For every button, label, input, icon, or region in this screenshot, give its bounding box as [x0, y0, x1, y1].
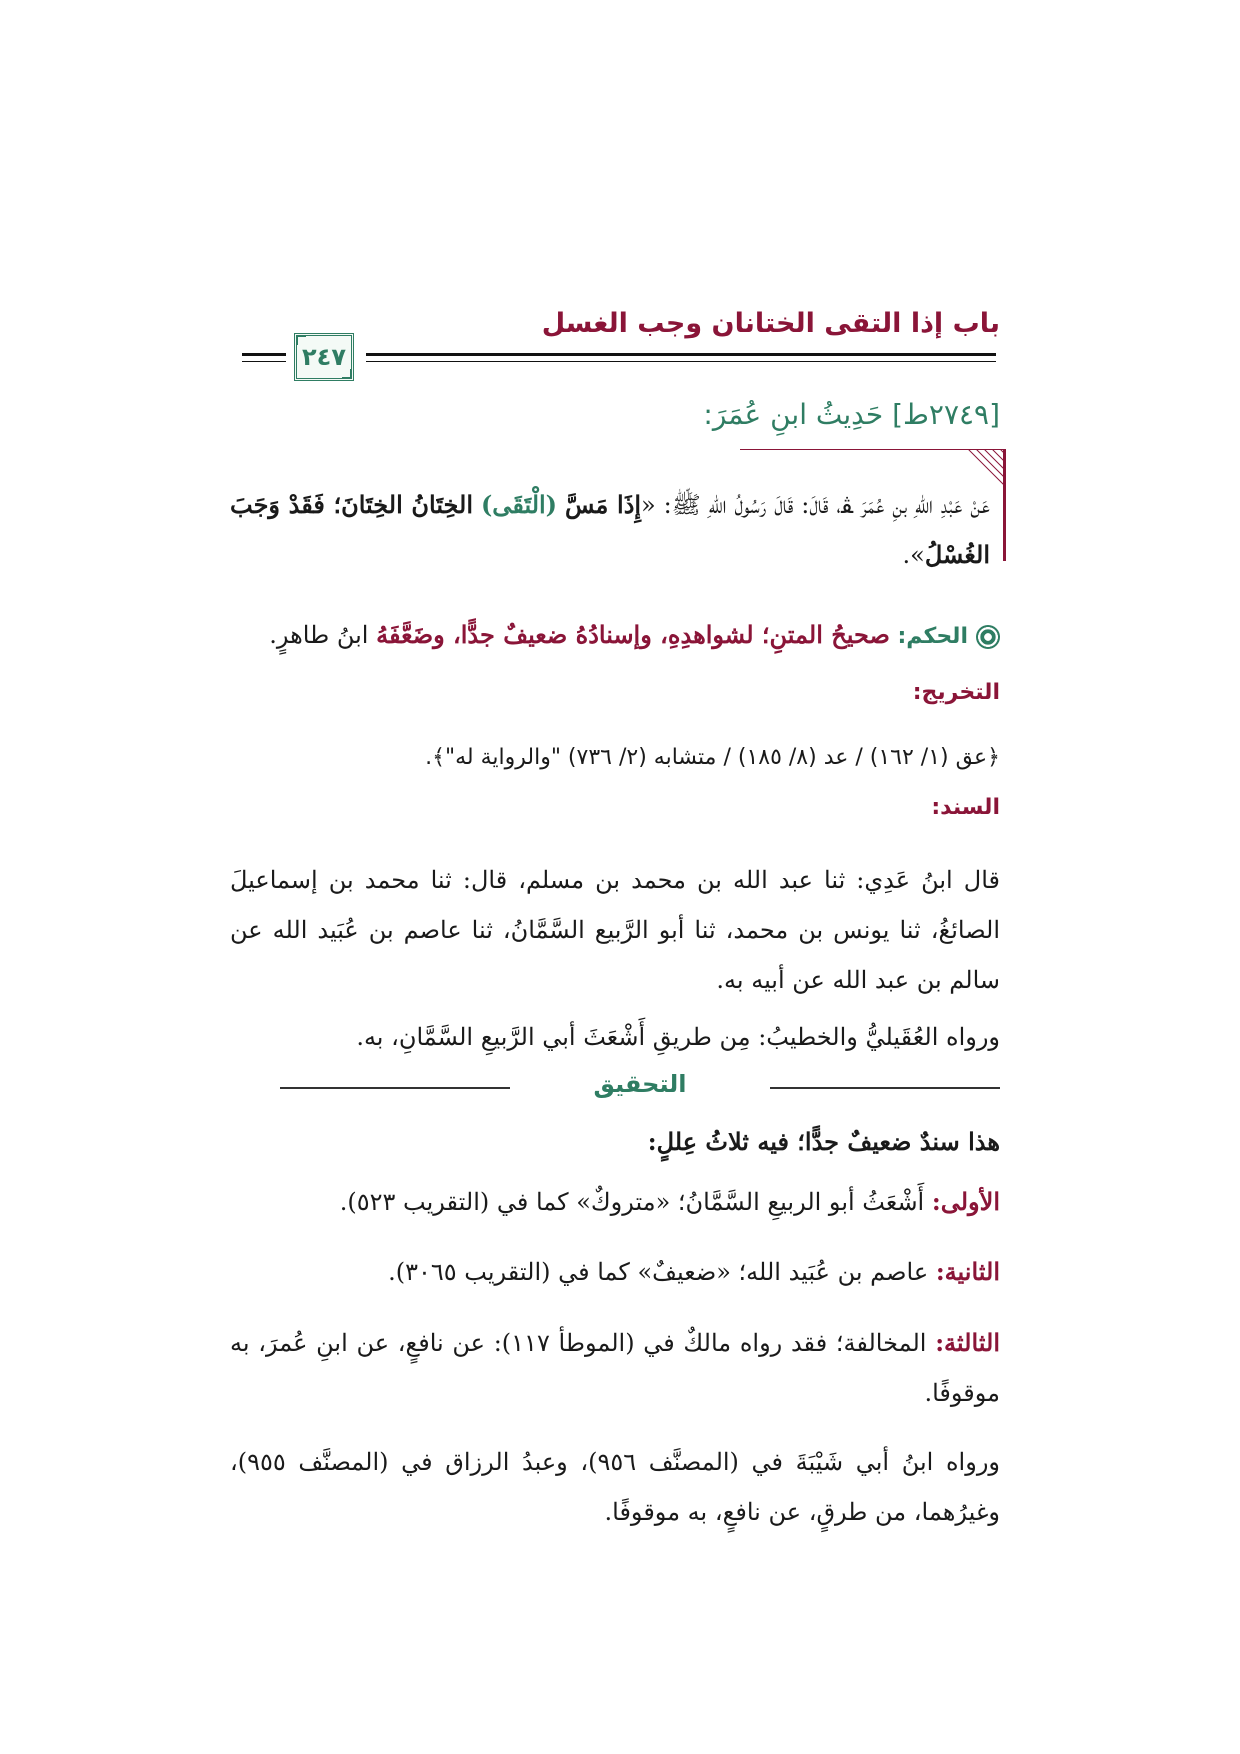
riwaya-text: ورواه العُقَيليُّ والخطيبُ: مِن طريقِ أَشْعَثَ أبي الرَّبيعِ السَّمَّانِ، به.: [356, 1023, 1000, 1051]
illa-second: [230, 1250, 1000, 1294]
page-number-badge: [294, 333, 354, 381]
illa-third-text: المخالفة؛ فقد رواه مالكٌ في (الموطأ ١١٧): عن نافعٍ، عن ابنِ عُمرَ، به موقوفًا.: [230, 1329, 1000, 1407]
header-rule-left: [242, 353, 286, 356]
header-rule-right-thin: [366, 361, 996, 362]
sanad-heading: السند:: [931, 795, 1000, 820]
header-rule-left-thin: [242, 361, 286, 362]
matn-intro: عَنْ عَبْدِ اللهِ بنِ عُمَرَ ﭭ، قَالَ: قَالَ رَسُولُ اللهِ ﷺ: «: [641, 491, 990, 519]
hadith-matn: [230, 480, 990, 580]
hukm-label: الحكم:: [897, 624, 968, 649]
page-number: ٢٤٧: [302, 343, 346, 371]
matn-bold: إِذَا مَسَّ: [564, 490, 642, 519]
hukm-verdict: صحيحُ المتنِ؛ لشواهدِهِ، وإسنادُهُ ضعيفٌ جدًّا، وضَعَّفَهُ: [376, 620, 890, 649]
matn-variant: (الْتَقَى): [480, 490, 558, 519]
sanad-text: قال ابنُ عَدِي: ثنا عبد الله بن محمد بن مسلم، قال: ثنا محمد بن إسماعيلَ الصائغُ، ثنا يونس بن محمد، ثنا أبو الرَّبيع السَّمَّانُ، ثنا عاصم بن عُبَيد الله عن سالم بن عبد الله عن أبيه به.: [230, 866, 1000, 994]
mawquf-narrations: ورواه ابنُ أبي شَيْبَةَ في (المصنَّف ٩٥٦)، وعبدُ الرزاق في (المصنَّف ٩٥٥)، وغيرُهما، من طرقٍ، عن نافعٍ، به موقوفًا.: [230, 1448, 1000, 1526]
hadith-heading: [٢٧٤٩ط] حَدِيثُ ابنِ عُمَرَ:: [703, 398, 1000, 431]
chapter-title: باب إذا التقى الختانان وجب الغسل: [541, 308, 1000, 339]
ilal-intro: هذا سندٌ ضعيفٌ جدًّا؛ فيه ثلاثُ عِللٍ:: [647, 1127, 1000, 1156]
matn-end: الخِتَانُ الخِتَانَ؛ فَقَدْ وَجَبَ الغُسْلُ: [230, 490, 990, 569]
matn-close: ».: [902, 541, 925, 569]
illa-third: [230, 1318, 1000, 1418]
illa-first-text: أَشْعَثُ أبو الربيعِ السَّمَّانُ؛ «متروكٌ» كما في (التقريب ٥٢٣).: [339, 1188, 925, 1216]
rosette-icon: [976, 625, 1000, 649]
tahqiq-divider: [280, 1068, 1000, 1108]
takhrij-text: ﴿عق (١/ ١٦٢) / عد (٨/ ١٨٥) / متشابه (٢/ ٧٣٦) "والرواية له"﴾.: [425, 745, 1000, 770]
illa-second-text: عاصم بن عُبَيد الله؛ «ضعيفٌ» كما في (التقريب ٣٠٦٥).: [388, 1258, 929, 1286]
hukm-tail: ابنُ طاهرٍ.: [269, 621, 369, 649]
illa-first: [230, 1180, 1000, 1224]
illa-first-label: الأولى:: [931, 1187, 1000, 1216]
illa-third-label: الثالثة:: [935, 1328, 1001, 1357]
header-rule-right: [366, 353, 996, 356]
tahqiq-label: التحقيق: [593, 1070, 687, 1098]
hukm-line: [230, 615, 1000, 657]
illa-second-label: الثانية:: [935, 1257, 1000, 1286]
takhrij-heading: التخريج:: [912, 680, 1000, 705]
